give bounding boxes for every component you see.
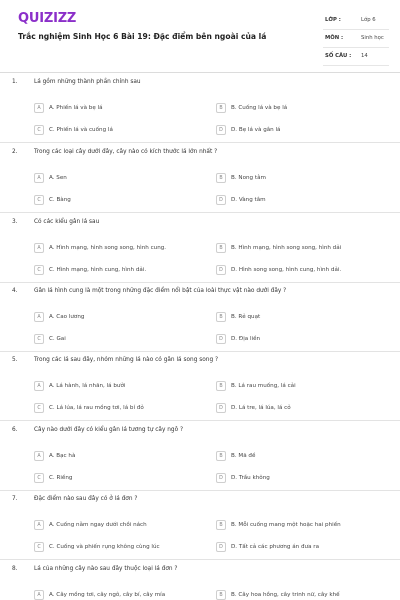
question-text: Cây nào dưới đây có kiểu gân lá tương tự cây ngô ? xyxy=(34,427,184,433)
option-letter-box: C xyxy=(34,542,44,552)
answer-option[interactable] xyxy=(216,403,291,413)
question-number: 6. xyxy=(12,427,18,433)
answer-option[interactable] xyxy=(34,334,66,344)
meta-key: LỚP : xyxy=(325,17,341,23)
option-text: C. Gai xyxy=(49,336,66,342)
option-text: D. Vàng tâm xyxy=(231,197,266,203)
answer-option[interactable] xyxy=(34,403,144,413)
option-text: B. Lá rau muống, lá cải xyxy=(231,383,296,389)
meta-key: SỐ CÂU : xyxy=(325,53,352,59)
question-divider xyxy=(0,420,400,421)
question-number: 1. xyxy=(12,79,18,85)
option-text: C. Cuống và phiến rụng không cùng lúc xyxy=(49,544,160,550)
question-number: 7. xyxy=(12,496,18,502)
option-text: C. Bàng xyxy=(49,197,71,203)
option-text: B. Mỗi cuống mang một hoặc hai phiến xyxy=(231,522,341,528)
answer-option[interactable] xyxy=(216,265,341,275)
option-letter-box: B xyxy=(216,520,226,530)
option-text: D. Bẹ lá và gân lá xyxy=(231,127,281,133)
option-letter-box: C xyxy=(34,403,44,413)
worksheet-header xyxy=(0,0,400,72)
answer-option[interactable] xyxy=(216,103,287,113)
option-letter-box: D xyxy=(216,195,226,205)
option-letter-box: C xyxy=(34,334,44,344)
answer-option[interactable] xyxy=(34,195,71,205)
answer-option[interactable] xyxy=(34,173,67,183)
option-letter-box: B xyxy=(216,173,226,183)
question-divider xyxy=(0,142,400,143)
answer-option[interactable] xyxy=(216,381,296,391)
option-letter-box: D xyxy=(216,334,226,344)
question-number: 5. xyxy=(12,357,18,363)
option-text: C. Hình mạng, hình cung, hình dải. xyxy=(49,267,147,273)
answer-option[interactable] xyxy=(34,381,125,391)
answer-option[interactable] xyxy=(216,312,260,322)
option-text: B. Hình mạng, hình song song, hình dải xyxy=(231,245,342,251)
option-text: B. Cuống lá và bẹ lá xyxy=(231,105,288,111)
option-letter-box: A xyxy=(34,312,44,322)
answer-option[interactable] xyxy=(34,520,147,530)
option-text: A. Cuống nằm ngay dưới chồi nách xyxy=(49,522,147,528)
answer-option[interactable] xyxy=(216,473,270,483)
option-letter-box: D xyxy=(216,542,226,552)
answer-option[interactable] xyxy=(216,520,341,530)
option-text: C. Riềng xyxy=(49,475,73,481)
question-divider xyxy=(0,351,400,352)
worksheet-title: Trắc nghiệm Sinh Học 6 Bài 19: Đặc điểm bên ngoài của lá xyxy=(18,32,267,41)
question-number: 2. xyxy=(12,149,18,155)
question-divider xyxy=(0,282,400,283)
option-letter-box: C xyxy=(34,473,44,483)
option-letter-box: A xyxy=(34,381,44,391)
answer-option[interactable] xyxy=(216,243,341,253)
question-text: Gân lá hình cung là một trong những đặc điểm nổi bật của loài thực vật nào dưới đây ? xyxy=(34,288,287,294)
answer-option[interactable] xyxy=(216,334,260,344)
question-number: 3. xyxy=(12,219,18,225)
option-text: A. Sen xyxy=(49,175,67,181)
question-divider xyxy=(0,212,400,213)
option-text: A. Cây mồng tơi, cây ngô, cây bí, cây mía xyxy=(49,592,166,598)
question-text: Có các kiểu gân lá sau xyxy=(34,219,100,225)
option-letter-box: B xyxy=(216,103,226,113)
meta-row-subject xyxy=(323,30,389,48)
answer-option[interactable] xyxy=(34,103,103,113)
question-text: Trong các loại cây dưới đây, cây nào có kích thước lá lớn nhất ? xyxy=(34,149,218,155)
quizizz-logo: QUIZIZZ xyxy=(18,11,77,26)
option-letter-box: A xyxy=(34,590,44,600)
answer-option[interactable] xyxy=(34,590,165,600)
answer-option[interactable] xyxy=(216,542,319,552)
answer-option[interactable] xyxy=(34,312,84,322)
option-letter-box: D xyxy=(216,473,226,483)
option-letter-box: D xyxy=(216,403,226,413)
answer-option[interactable] xyxy=(34,473,72,483)
answer-option[interactable] xyxy=(216,590,340,600)
question-text: Lá gồm những thành phần chính sau xyxy=(34,79,141,85)
option-letter-box: A xyxy=(34,243,44,253)
answer-option[interactable] xyxy=(216,125,280,135)
option-letter-box: A xyxy=(34,520,44,530)
answer-option[interactable] xyxy=(34,243,166,253)
answer-option[interactable] xyxy=(216,451,255,461)
meta-row-class xyxy=(323,12,389,30)
option-text: B. Nong tằm xyxy=(231,175,266,181)
answer-option[interactable] xyxy=(216,173,266,183)
option-text: D. Hình song song, hình cung, hình dải. xyxy=(231,267,342,273)
option-letter-box: A xyxy=(34,103,44,113)
option-text: A. Lá hành, lá nhãn, lá bưởi xyxy=(49,383,126,389)
meta-value: Lớp 6 xyxy=(361,17,376,23)
option-text: A. Cao lương xyxy=(49,314,85,320)
option-letter-box: A xyxy=(34,451,44,461)
option-letter-box: D xyxy=(216,265,226,275)
option-letter-box: B xyxy=(216,312,226,322)
option-letter-box: C xyxy=(34,265,44,275)
answer-option[interactable] xyxy=(34,265,146,275)
meta-value: 14 xyxy=(361,53,368,59)
option-text: A. Hình mạng, hình song song, hình cung. xyxy=(49,245,167,251)
question-divider xyxy=(0,559,400,560)
answer-option[interactable] xyxy=(34,451,75,461)
option-letter-box: C xyxy=(34,125,44,135)
option-letter-box: B xyxy=(216,243,226,253)
option-text: C. Lá lúa, lá rau mồng tơi, lá bí đỏ xyxy=(49,405,144,411)
option-text: D. Lá tre, lá lúa, lá cỏ xyxy=(231,405,291,411)
option-letter-box: A xyxy=(34,173,44,183)
option-letter-box: D xyxy=(216,125,226,135)
meta-table xyxy=(323,12,389,66)
option-text: B. Rẻ quạt xyxy=(231,314,261,320)
question-number: 8. xyxy=(12,566,18,572)
meta-value: Sinh học xyxy=(361,35,384,41)
option-text: C. Phiến lá và cuống lá xyxy=(49,127,113,133)
meta-key: MÔN : xyxy=(325,35,344,41)
option-letter-box: B xyxy=(216,381,226,391)
header-divider xyxy=(0,72,400,73)
option-letter-box: B xyxy=(216,451,226,461)
option-letter-box: C xyxy=(34,195,44,205)
answer-option[interactable] xyxy=(216,195,266,205)
option-text: A. Bạc hà xyxy=(49,453,76,459)
option-text: D. Địa liền xyxy=(231,336,261,342)
option-text: B. Cây hoa hồng, cây trinh nữ, cây khế xyxy=(231,592,340,598)
meta-row-count xyxy=(323,48,389,66)
answer-option[interactable] xyxy=(34,542,160,552)
question-number: 4. xyxy=(12,288,18,294)
answer-option[interactable] xyxy=(34,125,113,135)
option-text: D. Trầu không xyxy=(231,475,270,481)
option-text: B. Mã đề xyxy=(231,453,256,459)
question-divider xyxy=(0,490,400,491)
option-text: A. Phiến lá và bẹ lá xyxy=(49,105,103,111)
question-text: Lá của những cây nào sau đây thuộc loại lá đơn ? xyxy=(34,566,178,572)
option-letter-box: B xyxy=(216,590,226,600)
question-text: Đặc điểm nào sau đây có ở lá đơn ? xyxy=(34,496,138,502)
question-text: Trong các lá sau đây, nhóm những lá nào có gân lá song song ? xyxy=(34,357,219,363)
option-text: D. Tất cả các phương án đưa ra xyxy=(231,544,320,550)
